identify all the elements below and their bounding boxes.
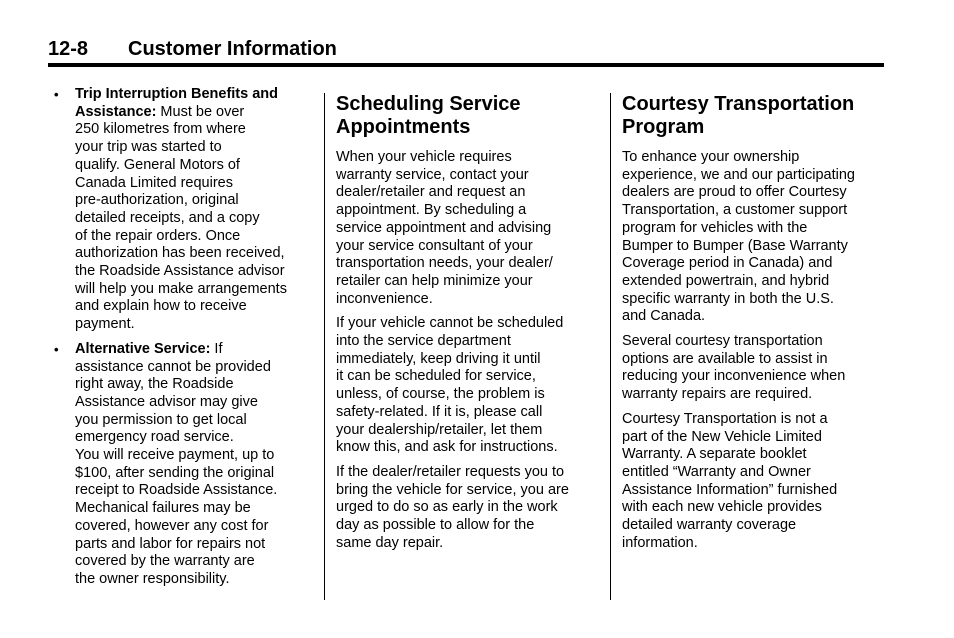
- column-divider: [324, 93, 325, 600]
- page-header: [48, 38, 884, 62]
- column-divider: [610, 93, 611, 600]
- paragraph: Several courtesy transportation options are available to assist in reducing your inconvenience when warranty repairs are required.: [622, 333, 846, 403]
- section-title: Customer Information: [128, 38, 337, 60]
- bullet-icon: •: [54, 87, 59, 102]
- page-number: 12-8: [48, 38, 89, 60]
- bullet-term: Alternative Service:: [75, 340, 211, 357]
- bullet-text: Must be over 250 kilometres from where your trip was started to qualify. General Motors of Canada Limited requires pre-authorization, original detailed receipts, and a copy of the repair orders. Once authorization has been received, the Roadside Assistance advisor will help you make arrangements and explain how to receive payment.: [75, 103, 287, 333]
- column-right: [622, 86, 884, 559]
- bullet-item-alternative-service: [54, 341, 316, 589]
- column-left: [54, 86, 316, 596]
- heading-courtesy-transportation: Courtesy Transportation Program: [622, 93, 855, 138]
- header-rule: [48, 63, 884, 67]
- bullet-text: If assistance cannot be provided right away, the Roadside Assistance advisor may give you permission to get local emergency road service. You will receive payment, up to $100, after sending the original receipt to Roadside Assistance. Mechanical failures may be covered, however any cost for parts and labor for repairs not covered by the warranty are the owner responsibility.: [75, 340, 278, 587]
- paragraph: To enhance your ownership experience, we and our participating dealers are proud to offer Courtesy Transportation, a customer support program for vehicles with the Bumper to Bumper (Base Warranty Coverage period in Canada) and extended powertrain, and hybrid specific warranty in both the U.S. and Canada.: [622, 149, 855, 325]
- heading-scheduling-service: Scheduling Service Appointments: [336, 93, 521, 138]
- paragraph: If your vehicle cannot be scheduled into the service department immediately, keep driving it until it can be scheduled for service, unless, of course, the problem is safety-related. If it is, please call your dealership/retailer, let them know this, and ask for instructions.: [336, 315, 564, 456]
- paragraph: If the dealer/retailer requests you to bring the vehicle for service, you are urged to do so as early in the work day as possible to allow for the same day repair.: [336, 463, 569, 551]
- paragraph: When your vehicle requires warranty service, contact your dealer/retailer and request an appointment. By scheduling a service appointment and advising your service consultant of your transportation needs, your dealer/ retailer can help minimize your inconvenience.: [336, 149, 553, 307]
- column-middle: [336, 86, 602, 559]
- bullet-icon: •: [54, 341, 59, 357]
- paragraph: Courtesy Transportation is not a part of the New Vehicle Limited Warranty. A separate booklet entitled “Warranty and Owner Assistance Information” furnished with each new vehicle provides detailed warranty coverage information.: [622, 410, 838, 551]
- bullet-item-trip-interruption: [54, 86, 316, 334]
- bullet-term: Trip Interruption Benefits and Assistance:: [75, 86, 279, 120]
